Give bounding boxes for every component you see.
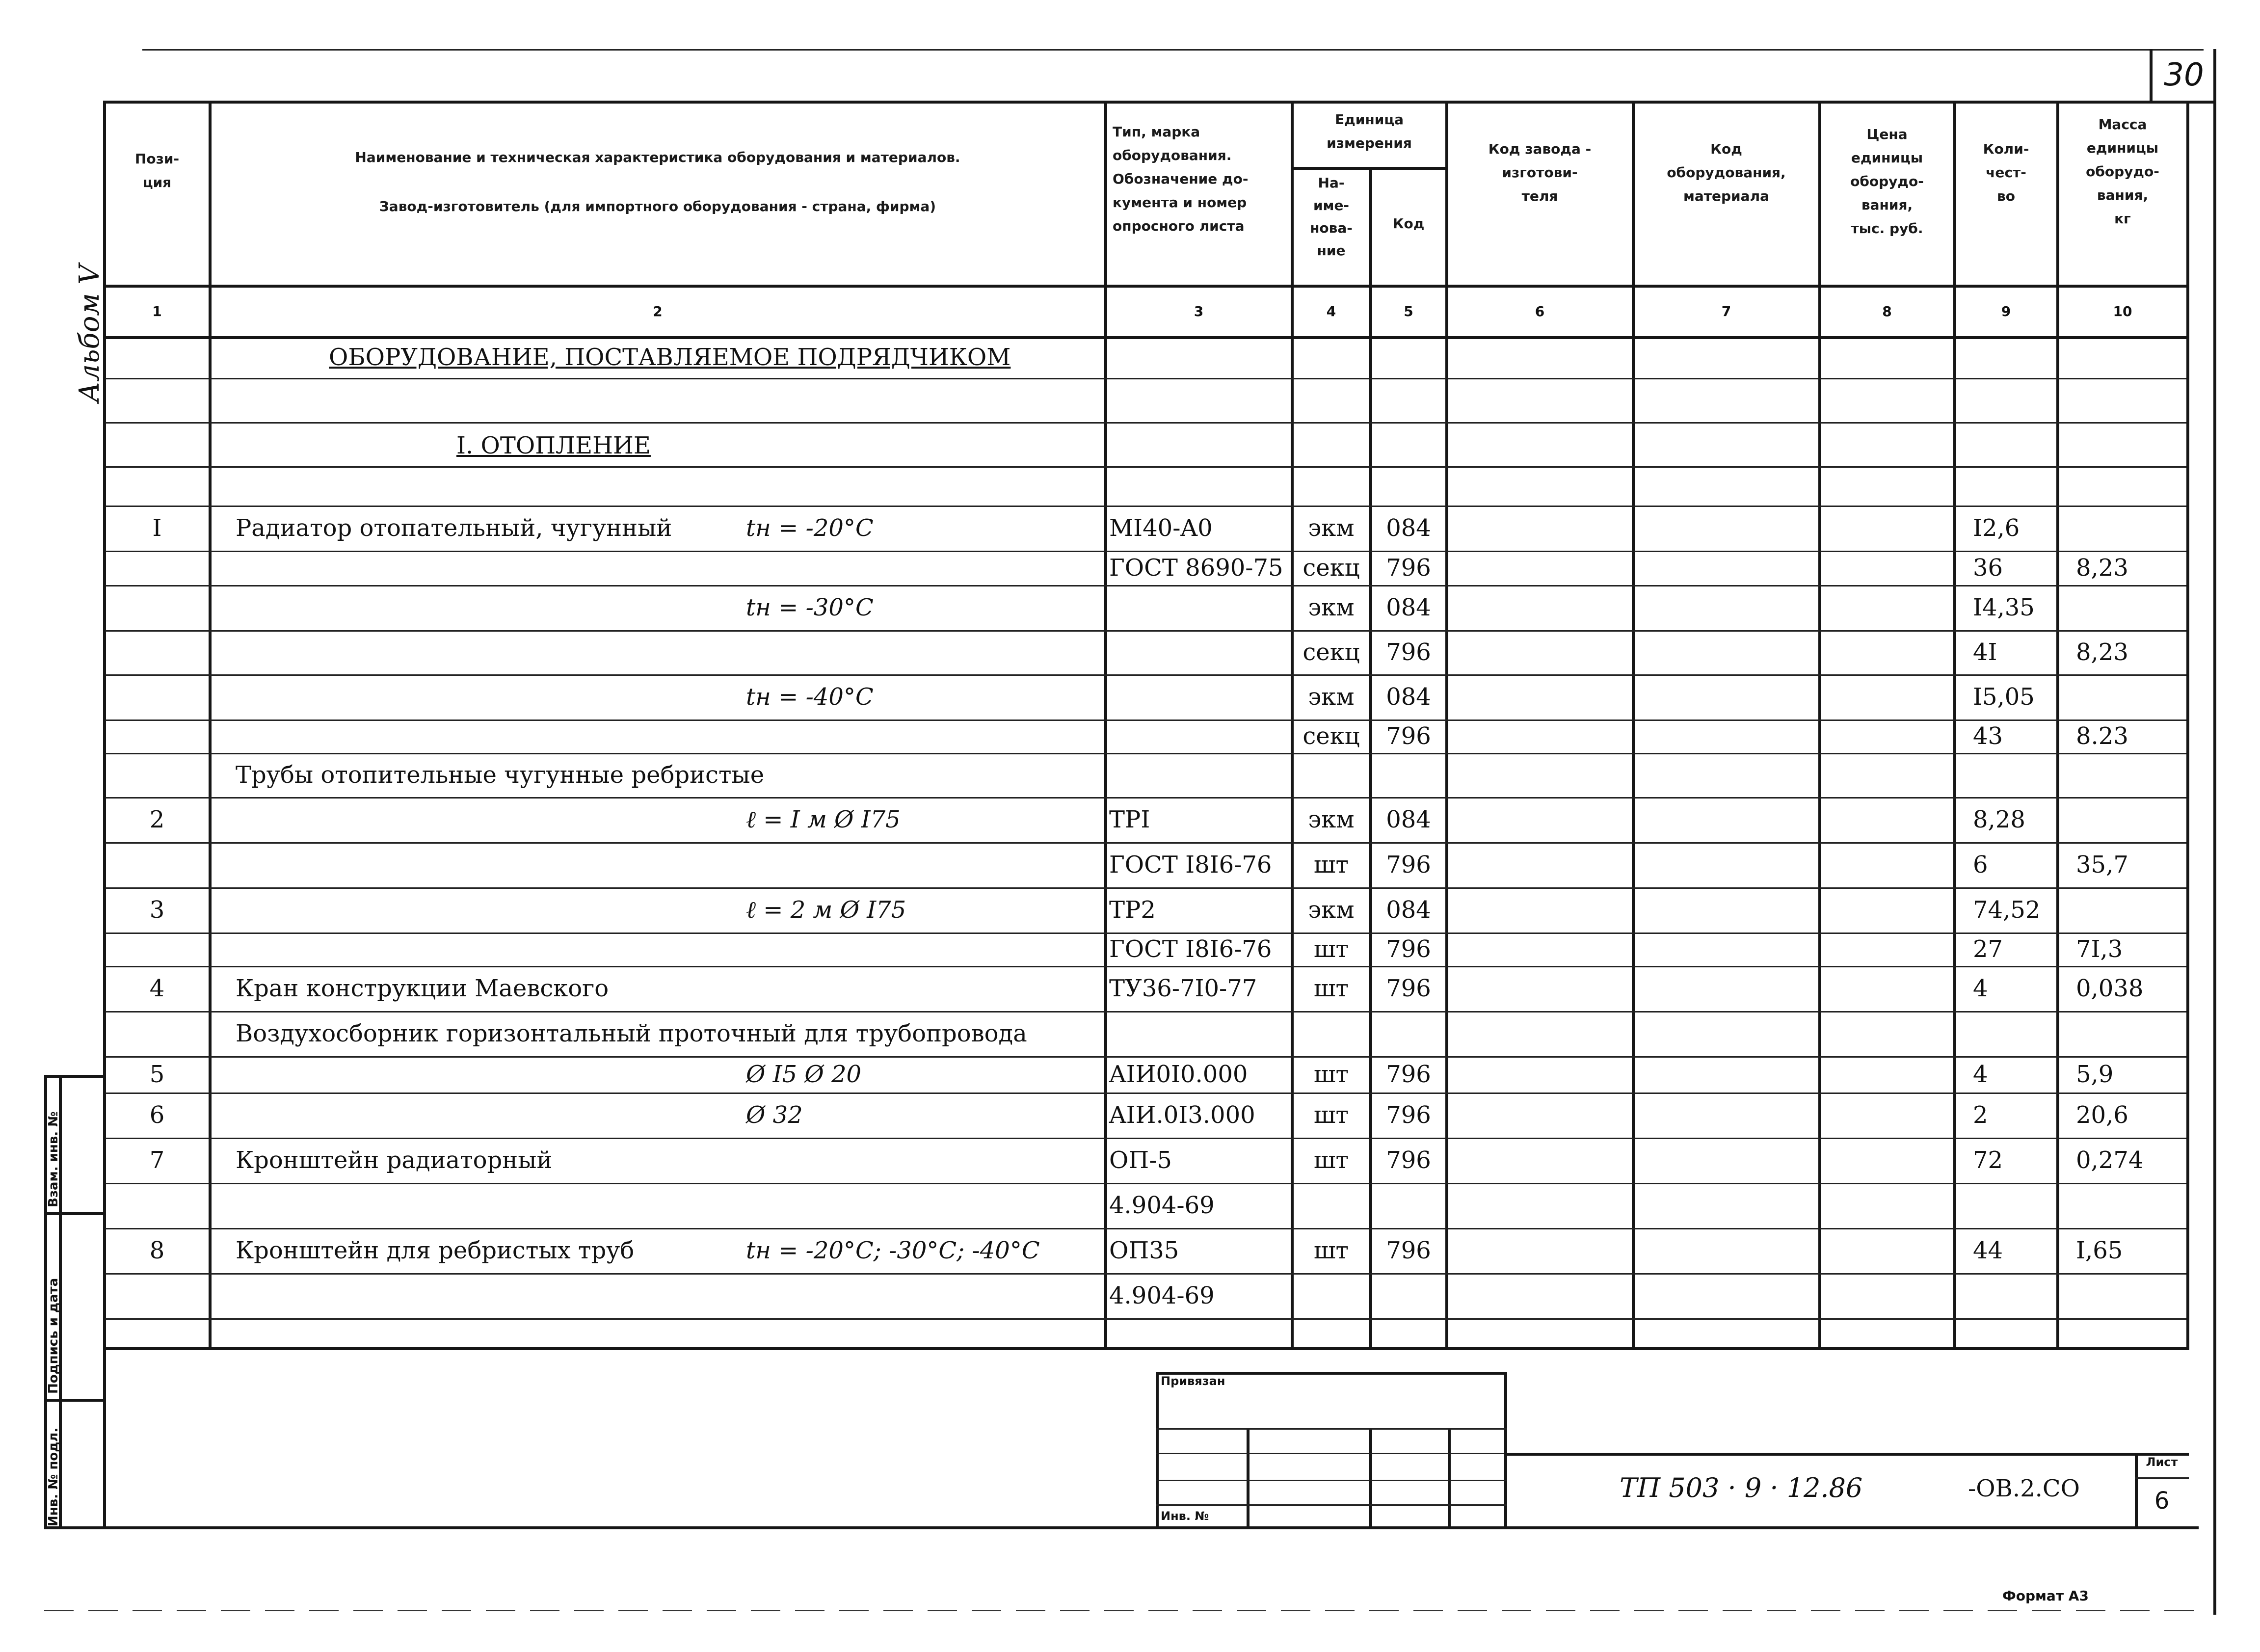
row-unit: секц — [1303, 554, 1360, 582]
row-position: 2 — [149, 806, 165, 833]
row-code: 796 — [1386, 935, 1431, 963]
colnum-10: 10 — [2113, 303, 2132, 320]
row-quantity — [1973, 753, 2056, 797]
row-name: Трубы отопительные чугунные ребристые — [236, 761, 765, 789]
colnum-9: 9 — [2001, 303, 2011, 320]
row-unit: шт — [1313, 1101, 1349, 1129]
side-strip-div1 — [44, 1212, 106, 1215]
row-code: 084 — [1386, 896, 1431, 924]
row-code — [1372, 1012, 1445, 1055]
row-code: 796 — [1386, 1061, 1431, 1088]
header-unit-name: На- име- нова- ние — [1310, 175, 1353, 259]
row-param: ℓ = I м Ø I75 — [746, 806, 901, 833]
row-unit — [1293, 1274, 1369, 1317]
top-border-line — [142, 49, 2204, 51]
stamp-inner-v1 — [1247, 1428, 1250, 1529]
row-code — [1372, 753, 1445, 797]
row-param — [736, 928, 1109, 971]
row-param — [736, 546, 1109, 589]
row-quantity: 72 — [1973, 1146, 2003, 1174]
row-type: ГОСТ I8I6-76 — [1109, 935, 1272, 963]
row-param: tн = -20°C — [746, 514, 874, 542]
row-type — [1109, 753, 1291, 797]
row-code: 084 — [1386, 594, 1431, 621]
header-quantity: Коли- чест- во — [1983, 141, 2029, 204]
row-unit: экм — [1308, 806, 1355, 833]
doc-suffix: -ОВ.2.СО — [1968, 1475, 2080, 1502]
corner-box-left — [2150, 49, 2153, 103]
row-unit: экм — [1308, 896, 1355, 924]
table-top-border — [103, 101, 2189, 104]
row-name: Кронштейн радиаторный — [236, 1146, 553, 1174]
row-param: Ø 32 — [746, 1101, 803, 1129]
row-position: 5 — [149, 1061, 165, 1088]
bottom-cut-line — [44, 1610, 2204, 1611]
stamp-inner-h2 — [1156, 1453, 1507, 1454]
row-position — [106, 843, 209, 886]
row-mass — [2076, 1274, 2186, 1317]
right-frame-line — [2213, 49, 2216, 1615]
row-position: 3 — [149, 896, 165, 924]
colnum-8: 8 — [1882, 303, 1892, 320]
row-quantity: 6 — [1973, 851, 1988, 879]
subsection-title: I. ОТОПЛЕНИЕ — [456, 432, 651, 459]
row-type: ГОСТ I8I6-76 — [1109, 851, 1272, 879]
row-code: 796 — [1386, 639, 1431, 666]
row-param — [736, 843, 1109, 886]
row-mass: 0,274 — [2076, 1146, 2144, 1174]
row-code — [1372, 1184, 1445, 1227]
row-quantity: 4 — [1973, 1061, 1988, 1088]
side-strip-div2 — [44, 1399, 106, 1402]
header-name-line2: Завод-изготовитель (для импортного оборудования - страна, фирма) — [379, 198, 936, 214]
row-quantity: 43 — [1973, 722, 2003, 750]
sheet-box-divider — [2135, 1477, 2189, 1479]
row-param — [736, 1184, 1109, 1227]
doc-code: ТП 503 · 9 · 12.86 — [1620, 1472, 1863, 1503]
row-type — [1109, 631, 1291, 674]
row-code: 084 — [1386, 806, 1431, 833]
row-param: tн = -20°C; -30°C; -40°C — [746, 1237, 1040, 1264]
row-separator — [106, 1318, 2186, 1320]
row-unit — [1293, 1184, 1369, 1227]
header-factory-code: Код завода - изготови- теля — [1488, 141, 1592, 204]
row-name — [236, 1093, 775, 1137]
header-type: Тип, марка оборудования. Обозначение до- кумента и номер опросного листа — [1113, 124, 1249, 234]
row-position: I — [152, 514, 162, 542]
stamp-inner-v2 — [1369, 1428, 1372, 1529]
header-unit-code: Код — [1392, 215, 1425, 232]
row-position — [106, 715, 209, 758]
row-param: tн = -30°C — [746, 594, 874, 621]
row-quantity: I4,35 — [1973, 594, 2035, 621]
row-type: ТУ36-7I0-77 — [1109, 975, 1257, 1002]
row-name: Кран конструкции Маевского — [236, 975, 609, 1002]
row-quantity: 4I — [1973, 639, 1997, 666]
row-quantity — [1973, 1274, 2056, 1317]
row-type: МI40-A0 — [1109, 514, 1213, 542]
row-position — [106, 928, 209, 971]
row-mass: 35,7 — [2076, 851, 2128, 879]
row-quantity: 8,28 — [1973, 806, 2025, 833]
row-quantity: 44 — [1973, 1237, 2003, 1264]
row-quantity: 74,52 — [1973, 896, 2041, 924]
row-quantity — [1973, 1012, 2056, 1055]
row-type — [1109, 586, 1291, 629]
row-unit: шт — [1313, 1146, 1349, 1174]
row-param — [736, 715, 1109, 758]
stamp-inner-v3 — [1448, 1428, 1451, 1529]
row-code — [1372, 1274, 1445, 1317]
title-block-top — [1504, 1453, 2189, 1456]
row-quantity: 2 — [1973, 1101, 1988, 1129]
sheet-corner-number: 30 — [2164, 57, 2204, 93]
row-code: 796 — [1386, 1146, 1431, 1174]
row-code: 796 — [1386, 851, 1431, 879]
row-mass: 7I,3 — [2076, 935, 2123, 963]
side-label-inv-podl: Инв. № подл. — [46, 1427, 61, 1526]
row-position: 4 — [149, 975, 165, 1002]
row-mass — [2076, 1012, 2186, 1055]
row-mass: 8,23 — [2076, 639, 2128, 666]
row-param — [736, 753, 1109, 797]
row-type: ТРI — [1109, 806, 1150, 833]
row-type: ОП35 — [1109, 1237, 1179, 1264]
row-code: 084 — [1386, 683, 1431, 711]
section-title: ОБОРУДОВАНИЕ, ПОСТАВЛЯЕМОЕ ПОДРЯДЧИКОМ — [329, 344, 1011, 371]
colnum-4: 4 — [1326, 303, 1336, 320]
row-name: Воздухосборник горизонтальный проточный для трубопровода — [236, 1020, 1027, 1047]
header-position: Пози- ция — [134, 151, 180, 190]
row-name — [236, 1274, 775, 1317]
row-line-a — [106, 378, 2186, 379]
header-unit-group: Единица измерения — [1327, 111, 1412, 151]
row-quantity — [1973, 1184, 2056, 1227]
row-position: 6 — [149, 1101, 165, 1129]
row-unit — [1293, 753, 1369, 797]
row-quantity: 36 — [1973, 554, 2003, 582]
row-position: 7 — [149, 1146, 165, 1174]
row-position — [106, 1012, 209, 1055]
row-position — [106, 675, 209, 719]
side-label-vzam: Взам. инв. № — [46, 1111, 61, 1207]
row-unit — [1293, 1012, 1369, 1055]
row-name — [236, 888, 775, 932]
row-code: 796 — [1386, 554, 1431, 582]
stamp-inner-h1 — [1156, 1428, 1507, 1430]
row-mass — [2076, 753, 2186, 797]
row-name — [236, 1184, 775, 1227]
colnum-bottom-border — [103, 336, 2189, 339]
row-unit: шт — [1313, 935, 1349, 963]
frame-bottom-border — [44, 1526, 2199, 1529]
row-name — [236, 631, 775, 674]
row-mass — [2076, 888, 2186, 932]
row-position — [106, 546, 209, 589]
row-position — [106, 1274, 209, 1317]
row-mass — [2076, 798, 2186, 841]
header-price: Цена единицы оборудо- вания, тыс. руб. — [1850, 126, 1924, 237]
row-code: 796 — [1386, 1101, 1431, 1129]
row-quantity: I2,6 — [1973, 514, 2020, 542]
row-param — [736, 1139, 1109, 1182]
side-label-podpis: Подпись и дата — [46, 1278, 61, 1394]
stamp-inv-no: Инв. № — [1161, 1509, 1209, 1523]
row-code: 084 — [1386, 514, 1431, 542]
row-name — [236, 715, 775, 758]
row-type — [1109, 1012, 1291, 1055]
row-mass — [2076, 506, 2186, 550]
table-bottom-border — [103, 1347, 2189, 1350]
header-equipment-code: Код оборудования, материала — [1667, 141, 1786, 204]
row-type: 4.904-69 — [1109, 1282, 1215, 1309]
row-mass — [2076, 1184, 2186, 1227]
row-position — [106, 1184, 209, 1227]
row-mass: 8,23 — [2076, 554, 2128, 582]
row-type: ОП-5 — [1109, 1146, 1172, 1174]
row-mass: 5,9 — [2076, 1061, 2114, 1088]
row-name — [236, 1053, 775, 1096]
row-mass — [2076, 586, 2186, 629]
colnum-1: 1 — [152, 303, 162, 320]
col-line-10 — [2186, 101, 2189, 1350]
row-code: 796 — [1386, 975, 1431, 1002]
sheet-label: Лист — [2146, 1455, 2178, 1469]
row-quantity: 4 — [1973, 975, 1988, 1002]
row-unit: секц — [1303, 639, 1360, 666]
row-unit: экм — [1308, 514, 1355, 542]
stamp-inner-h4 — [1156, 1504, 1507, 1506]
row-code: 796 — [1386, 1237, 1431, 1264]
row-param — [736, 967, 1109, 1010]
colnum-5: 5 — [1404, 303, 1413, 320]
row-mass: I,65 — [2076, 1237, 2123, 1264]
row-position — [106, 753, 209, 797]
header-name-line1: Наименование и техническая характеристика оборудования и материалов. — [355, 149, 960, 165]
format-label: Формат А3 — [2002, 1588, 2089, 1604]
row-type: ТР2 — [1109, 896, 1156, 924]
row-mass: 0,038 — [2076, 975, 2144, 1002]
row-line-b — [106, 422, 2186, 424]
row-param: ℓ = 2 м Ø I75 — [746, 896, 906, 924]
row-type: AIИ.0I3.000 — [1109, 1101, 1255, 1129]
row-name: Кронштейн для ребристых труб — [236, 1237, 635, 1264]
row-unit: экм — [1308, 683, 1355, 711]
row-quantity: 27 — [1973, 935, 2003, 963]
row-unit: экм — [1308, 594, 1355, 621]
colnum-6: 6 — [1535, 303, 1545, 320]
sheet-number: 6 — [2154, 1487, 2170, 1515]
row-param: tн = -40°C — [746, 683, 874, 711]
album-note: Альбом V — [74, 264, 106, 402]
stamp-privyazan: Привязан — [1161, 1374, 1225, 1388]
row-unit: шт — [1313, 975, 1349, 1002]
row-mass: 8.23 — [2076, 722, 2128, 750]
row-type — [1109, 715, 1291, 758]
unit-group-divider — [1291, 167, 1448, 170]
row-param — [736, 1012, 1109, 1055]
row-unit: шт — [1313, 1237, 1349, 1264]
row-type: 4.904-69 — [1109, 1192, 1215, 1219]
row-type — [1109, 675, 1291, 719]
row-position — [106, 631, 209, 674]
row-mass: 20,6 — [2076, 1101, 2128, 1129]
row-name — [236, 798, 775, 841]
colnum-2: 2 — [653, 303, 663, 320]
row-name — [236, 586, 775, 629]
row-name — [236, 843, 775, 886]
row-type: AIИ0I0.000 — [1109, 1061, 1248, 1088]
row-unit: шт — [1313, 1061, 1349, 1088]
row-mass — [2076, 675, 2186, 719]
row-name — [236, 928, 775, 971]
row-unit: шт — [1313, 851, 1349, 879]
header-mass: Масса единицы оборудо- вания, кг — [2086, 116, 2159, 227]
row-unit: секц — [1303, 722, 1360, 750]
row-quantity: I5,05 — [1973, 683, 2035, 711]
colnum-7: 7 — [1721, 303, 1731, 320]
row-param: Ø I5 Ø 20 — [746, 1061, 862, 1088]
side-strip-top — [44, 1075, 106, 1078]
row-code: 796 — [1386, 722, 1431, 750]
row-param — [736, 1274, 1109, 1317]
colnum-3: 3 — [1194, 303, 1204, 320]
row-position — [106, 586, 209, 629]
row-name — [236, 675, 775, 719]
row-type: ГОСТ 8690-75 — [1109, 554, 1283, 582]
row-param — [736, 631, 1109, 674]
row-position: 8 — [149, 1237, 165, 1264]
row-name: Радиатор отопательный, чугунный — [236, 514, 672, 542]
row-line-c — [106, 466, 2186, 468]
stamp-inner-h3 — [1156, 1480, 1507, 1481]
row-name — [236, 546, 775, 589]
